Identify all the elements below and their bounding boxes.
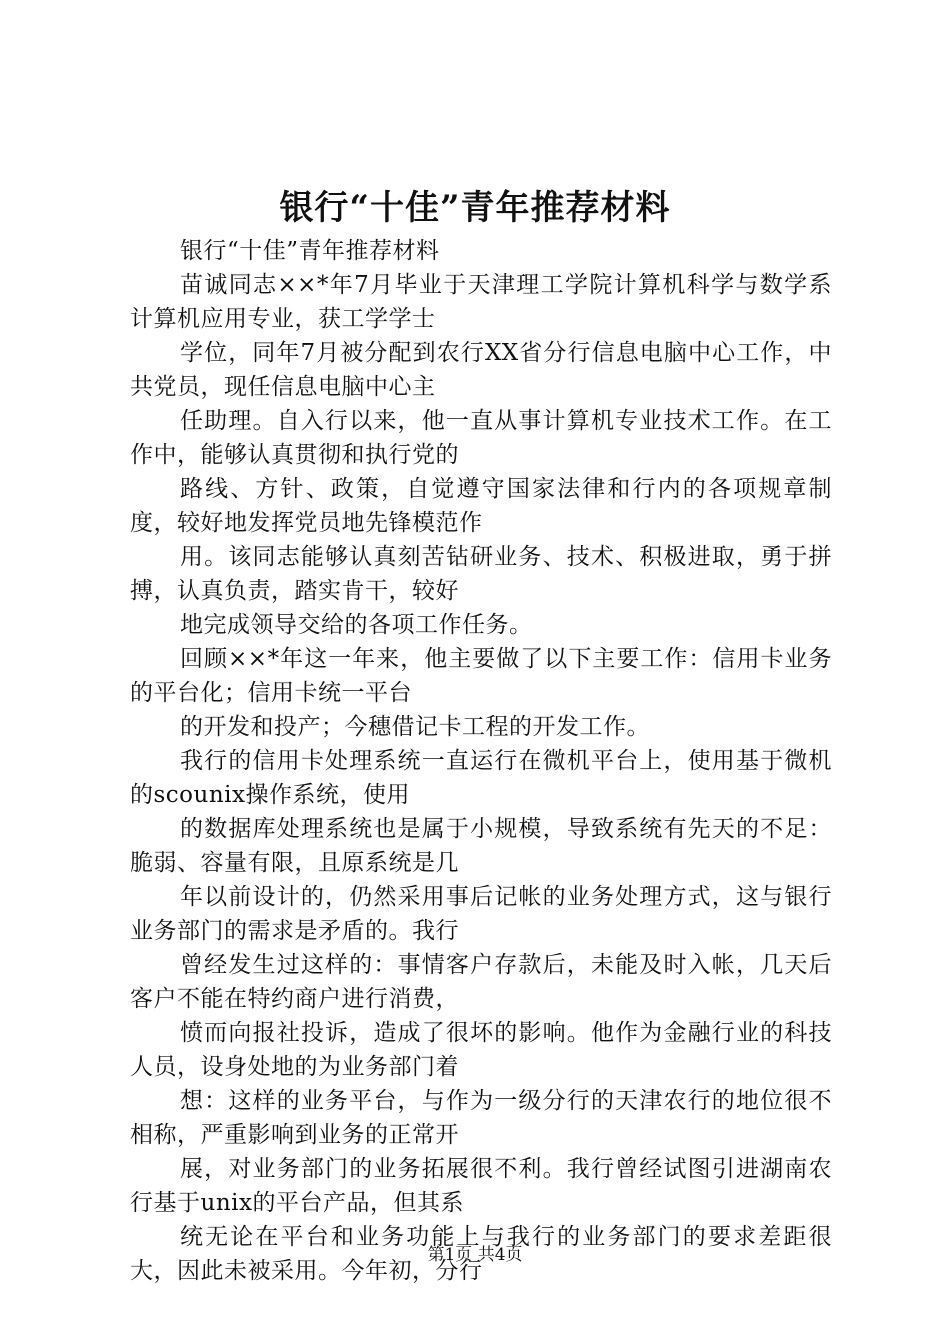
- paragraph: 的开发和投产；今穗借记卡工程的开发工作。: [180, 714, 650, 740]
- paragraph: 地完成领导交给的各项工作任务。: [180, 612, 533, 638]
- paragraph: 苗诚同志××*年7月毕业于天津理工学院计算机科学与数学系计算机应用专业，获工学学士: [130, 272, 832, 332]
- paragraph: 银行“十佳”青年推荐材料: [180, 238, 440, 264]
- paragraph: 统无论在平台和业务功能上与我行的业务部门的要求差距很大，因此未被采用。今年初，分行: [130, 1224, 832, 1284]
- paragraph: 任助理。自入行以来，他一直从事计算机专业技术工作。在工作中，能够认真贯彻和执行党的: [130, 408, 832, 468]
- paragraph: 学位，同年7月被分配到农行XX省分行信息电脑中心工作，中共党员，现任信息电脑中心主: [130, 340, 832, 400]
- page-number-footer: 第1页 共4页: [427, 1245, 523, 1265]
- paragraph: 想：这样的业务平台，与作为一级分行的天津农行的地位很不相称，严重影响到业务的正常开: [130, 1088, 832, 1148]
- paragraph: 展，对业务部门的业务拓展很不利。我行曾经试图引进湖南农行基于unix的平台产品，但其系: [130, 1156, 832, 1216]
- paragraph: 回顾××*年这一年来，他主要做了以下主要工作：信用卡业务的平台化；信用卡统一平台: [130, 646, 832, 706]
- paragraph: 愤而向报社投诉，造成了很坏的影响。他作为金融行业的科技人员，设身处地的为业务部门着: [130, 1020, 832, 1080]
- paragraph: 曾经发生过这样的：事情客户存款后，未能及时入帐，几天后客户不能在特约商户进行消费，: [130, 952, 832, 1012]
- document-body: [130, 234, 832, 1288]
- paragraph: 用。该同志能够认真刻苦钻研业务、技术、积极进取，勇于拼搏，认真负责，踏实肯干，较好: [130, 544, 832, 604]
- paragraph: 年以前设计的，仍然采用事后记帐的业务处理方式，这与银行业务部门的需求是矛盾的。我行: [130, 884, 832, 944]
- document-title: 银行“十佳”青年推荐材料: [279, 188, 671, 228]
- paragraph: 路线、方针、政策，自觉遵守国家法律和行内的各项规章制度，较好地发挥党员地先锋模范作: [130, 476, 832, 536]
- paragraph: 的数据库处理系统也是属于小规模，导致系统有先天的不足：脆弱、容量有限，且原系统是几: [130, 816, 832, 876]
- paragraph: 我行的信用卡处理系统一直运行在微机平台上，使用基于微机的scounix操作系统，使用: [130, 748, 832, 808]
